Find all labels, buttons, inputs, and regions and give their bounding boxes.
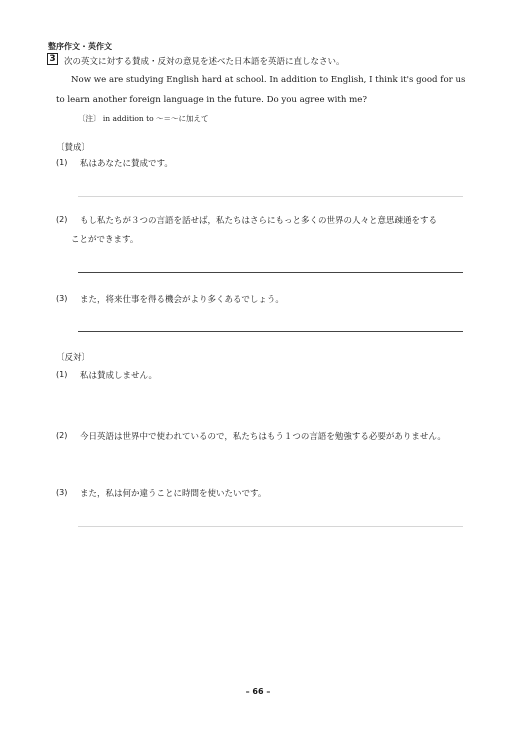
- disagree-item-1-number: (1): [56, 370, 68, 379]
- disagree-item-1-text: 私は賛成しません。: [80, 371, 158, 381]
- agree-item-2-text: もし私たちが３つの言語を話せば，私たちはさらにもっと多くの世界の人々と意思疎通をする: [80, 216, 438, 226]
- disagree-heading: 〔反対〕: [56, 353, 91, 363]
- english-passage-line-2: to learn another foreign language in the future. Do you agree with me?: [56, 95, 367, 105]
- question-instruction: 次の英文に対する賛成・反対の意見を述べた日本語を英語に直しなさい。: [64, 57, 345, 67]
- agree-item-3-answer-line[interactable]: [78, 331, 463, 332]
- note-gloss: ＝～に加えて: [163, 114, 209, 123]
- agree-item-3-number: (3): [56, 294, 68, 303]
- note-term: in addition to ～: [102, 114, 164, 123]
- agree-item-1-text: 私はあなたに賛成です。: [80, 159, 173, 169]
- disagree-item-2-number: (2): [56, 431, 68, 440]
- vocab-note: [78, 113, 209, 124]
- page-number: – 66 –: [245, 687, 271, 696]
- agree-item-2-answer-line[interactable]: [78, 272, 463, 273]
- section-header: 整序作文・英作文: [48, 42, 112, 51]
- agree-item-2-number: (2): [56, 215, 68, 224]
- disagree-item-2-text: 今日英語は世界中で使われているので，私たちはもう１つの言語を勉強する必要がありません。: [80, 432, 446, 442]
- agree-item-1-answer-line[interactable]: [78, 196, 463, 197]
- agree-item-1-number: (1): [56, 158, 68, 167]
- agree-item-2-text-cont: ことができます。: [71, 235, 139, 245]
- disagree-item-3-number: (3): [56, 488, 68, 497]
- disagree-item-3-text: また，私は何か違うことに時間を使いたいです。: [80, 489, 267, 499]
- question-number: 3: [47, 53, 58, 65]
- agree-heading: 〔賛成〕: [56, 143, 91, 153]
- note-label: 〔注〕: [78, 114, 101, 123]
- english-passage-line-1: Now we are studying English hard at school. In addition to English, I think it's good for us: [71, 75, 466, 85]
- agree-item-3-text: また，将来仕事を得る機会がより多くあるでしょう。: [80, 295, 284, 305]
- disagree-item-3-answer-line[interactable]: [78, 526, 463, 527]
